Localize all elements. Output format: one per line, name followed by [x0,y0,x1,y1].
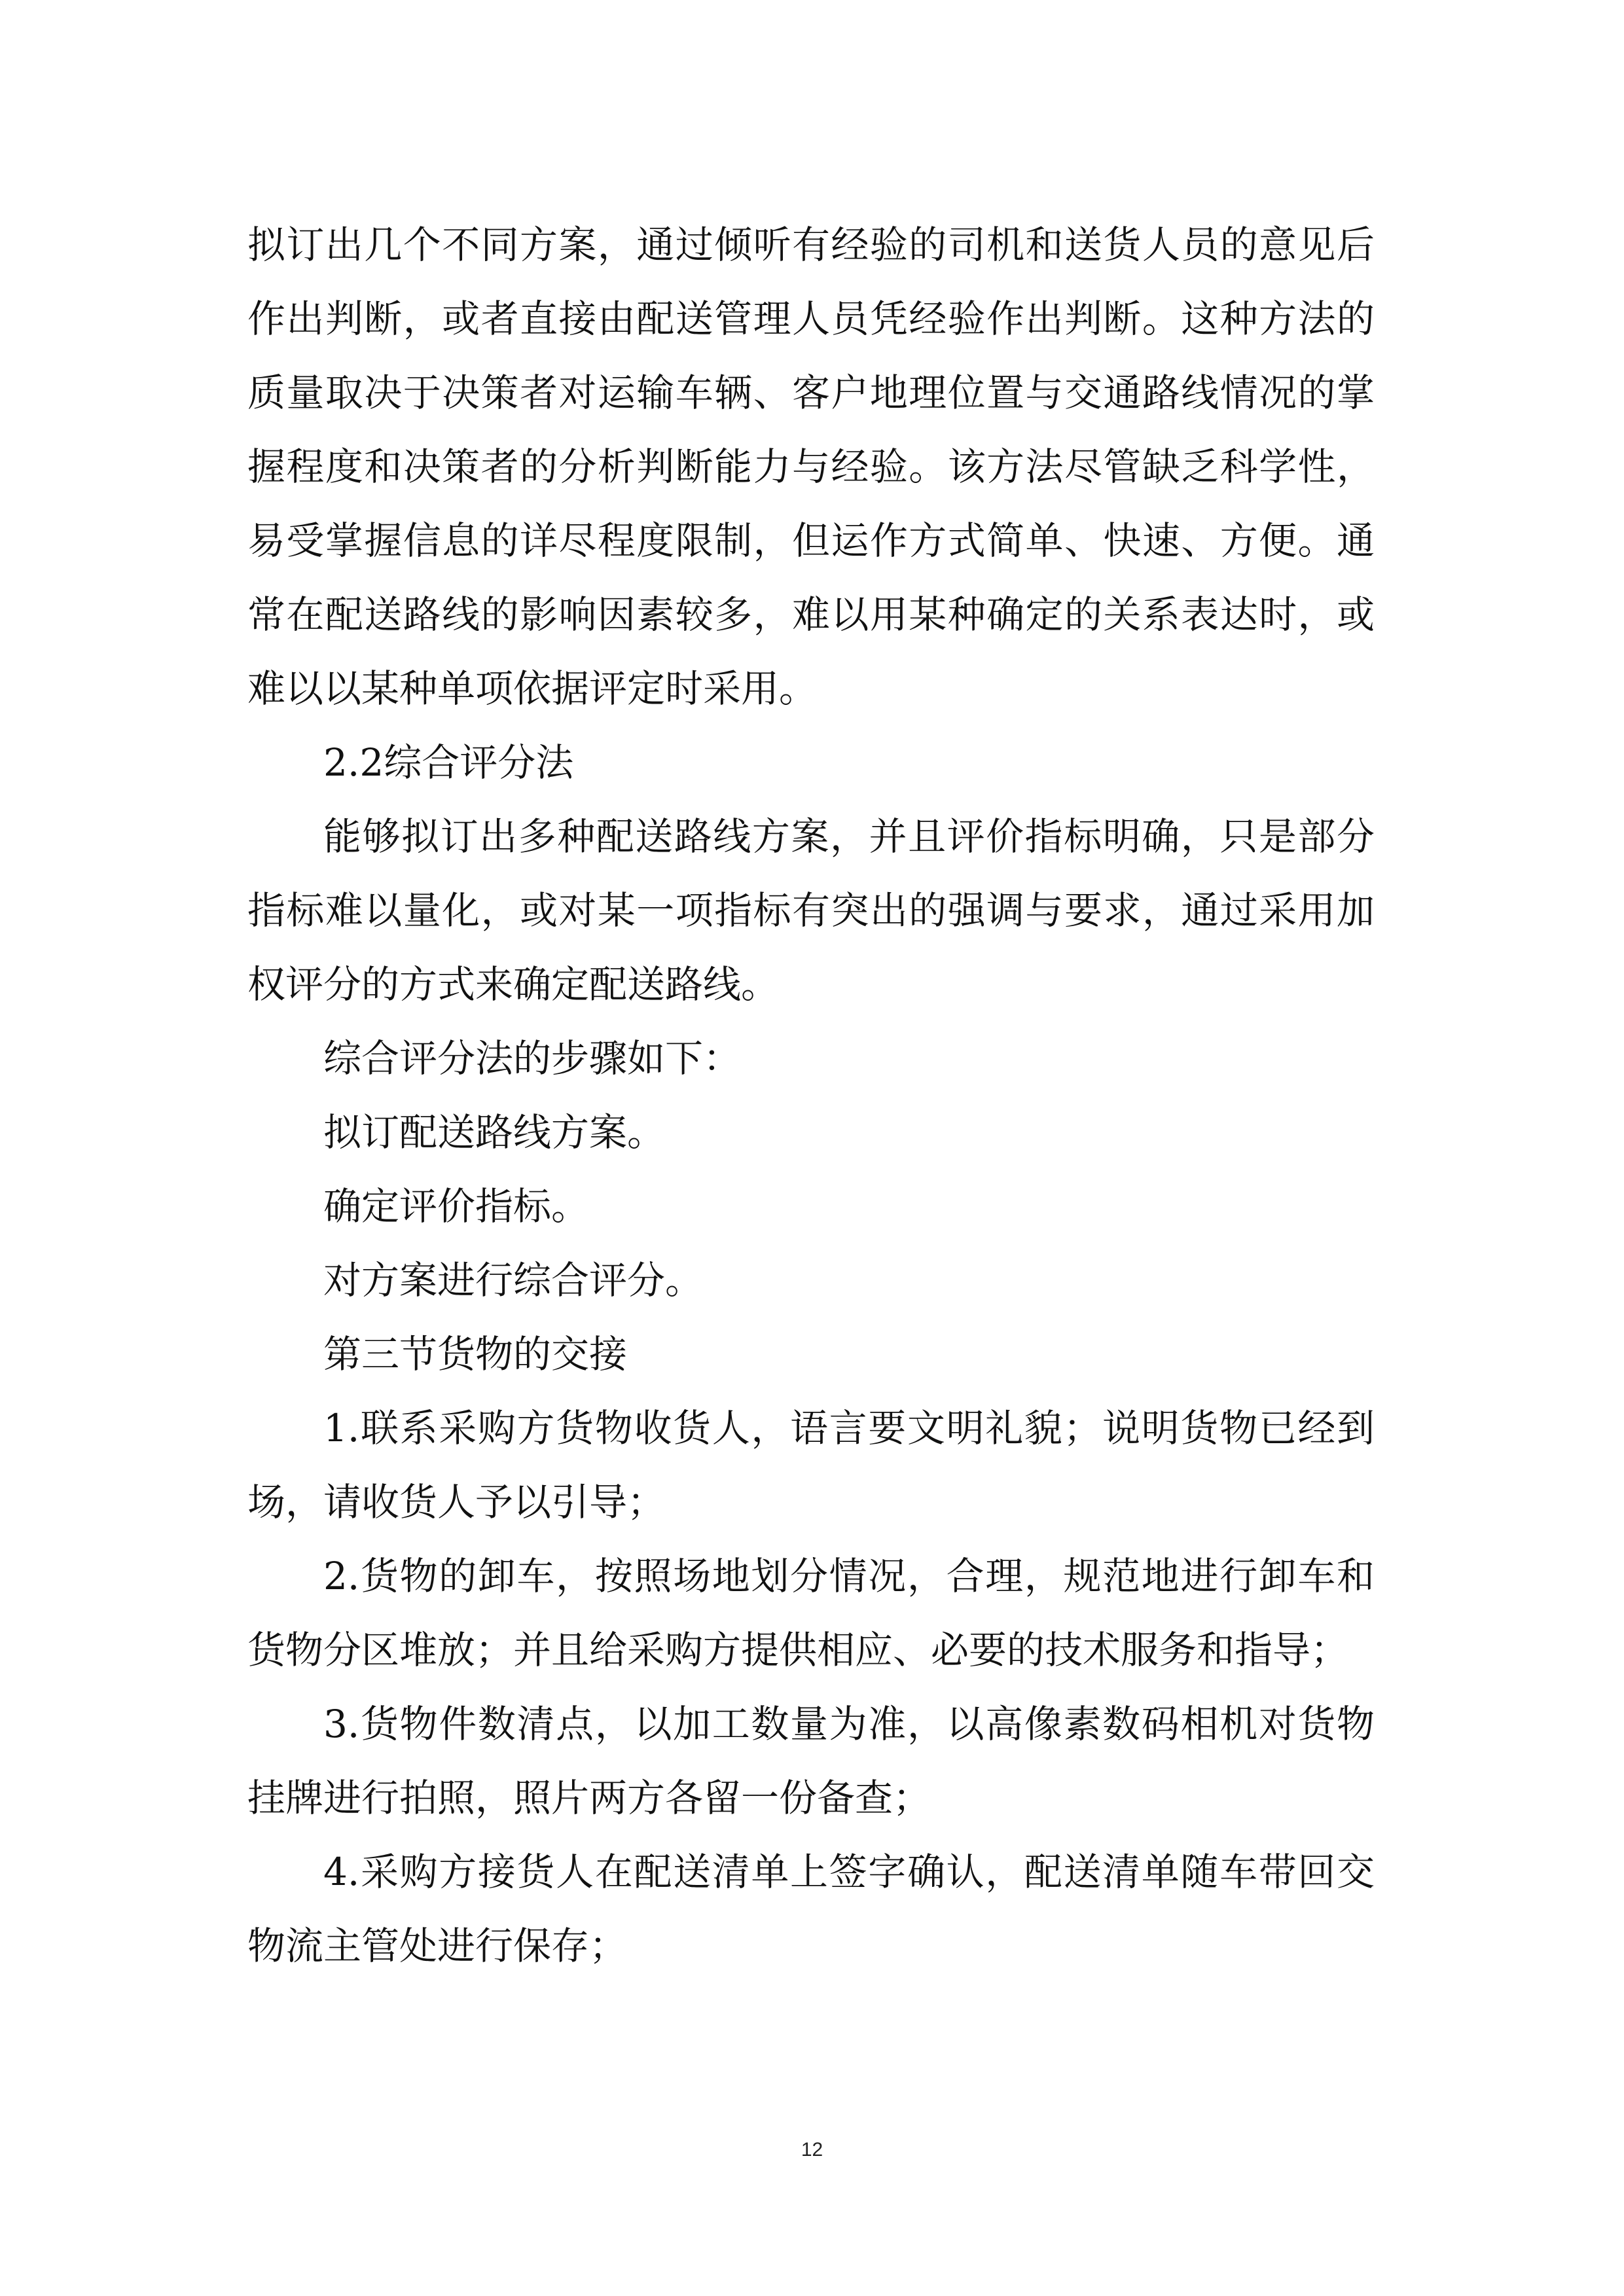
paragraph-method-description: 能够拟订出多种配送路线方案，并且评价指标明确，只是部分指标难以量化，或对某一项指标有突出的强调与要求，通过采用加权评分的方式来确定配送路线。 [247,814,1375,1007]
list-item-2: 2.货物的卸车，按照场地划分情况，合理，规范地进行卸车和货物分区堆放；并且给采购方提供相应、必要的技术服务和指导； [247,1554,1375,1672]
page-number: 12 [801,2139,823,2161]
step-item-2: 确定评价指标。 [323,1184,590,1229]
paragraph-continuation: 拟订出几个不同方案，通过倾听有经验的司机和送货人员的意见后作出判断，或者直接由配送管理人员凭经验作出判断。这种方法的质量取决于决策者对运输车辆、客户地理位置与交通路线情况的掌握程度和决策者的分析判断能力与经验。该方法尽管缺乏科学性，易受掌握信息的详尽程度限制，但运作方式简单、快速、方便。通常在配送路线的影响因素较多，难以用某种确定的关系表达时，或难以以某种单项依据评定时采用。 [247,223,1375,711]
list-item-4: 4.采购方接货人在配送清单上签字确认，配送清单随车带回交物流主管处进行保存； [247,1850,1375,1968]
list-item-3: 3.货物件数清点，以加工数量为准，以高像素数码相机对货物挂牌进行拍照，照片两方各留一份备查； [247,1702,1375,1820]
section-heading-3: 第三节货物的交接 [323,1332,628,1376]
section-heading-2-2: 2.2综合评分法 [323,740,574,785]
step-item-3: 对方案进行综合评分。 [323,1258,704,1302]
body-text [247,208,1375,1983]
list-item-1: 1.联系采购方货物收货人，语言要文明礼貌；说明货物已经到场，请收货人予以引导； [247,1406,1375,1524]
paragraph-steps-intro: 综合评分法的步骤如下： [323,1036,742,1081]
step-item-1: 拟订配送路线方案。 [323,1110,666,1155]
